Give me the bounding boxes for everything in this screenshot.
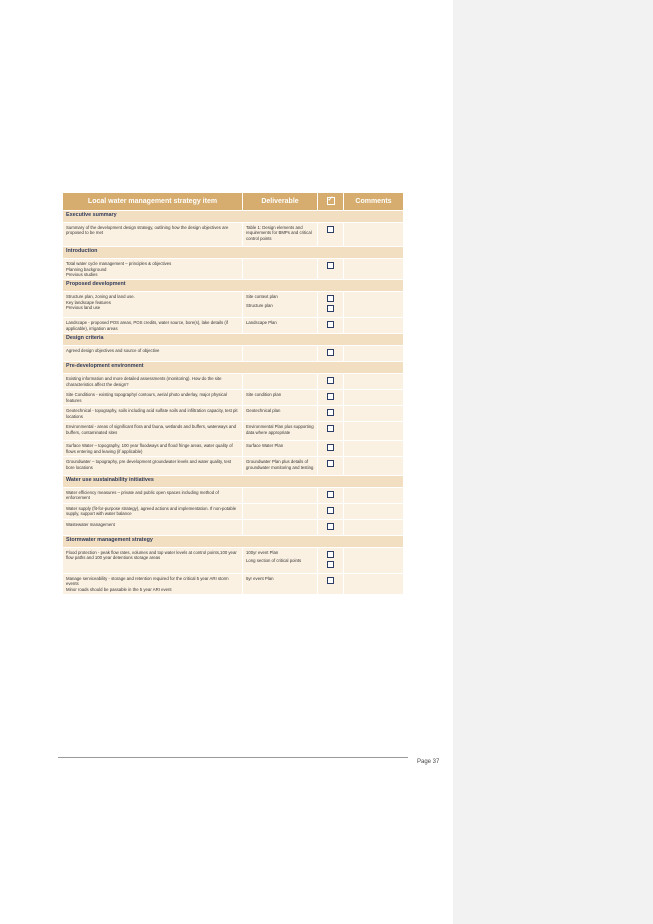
deliverable-cell [243, 374, 318, 390]
table-row [63, 457, 404, 476]
item-cell: Flood protection - peak flow rates, volumes and top water levels at control points,100 year flow paths and 100 year detentions storage areas [63, 548, 243, 574]
section-row [63, 362, 404, 374]
table-row [63, 520, 404, 536]
checkbox[interactable] [327, 460, 334, 467]
comments-cell [344, 574, 404, 595]
comments-cell [344, 318, 404, 334]
section-row [63, 334, 404, 346]
item-cell: Site Conditions - existing topography/ contours, aerial photo underlay, major physical features [63, 390, 243, 406]
section-title: Water use sustainability initiatives [63, 476, 404, 488]
checkbox[interactable] [327, 425, 334, 432]
deliverable-cell [243, 488, 318, 504]
comments-cell [344, 488, 404, 504]
table-row [63, 548, 404, 574]
checkbox-cell [318, 504, 344, 520]
lwms-checklist-table-wrapper [62, 192, 403, 595]
checkbox[interactable] [327, 305, 334, 312]
checkbox[interactable] [327, 262, 334, 269]
table-row [63, 259, 404, 280]
section-title: Pre-development environment [63, 362, 404, 374]
section-row [63, 536, 404, 548]
item-cell: Existing information and more detailed assessments (monitoring). How do the site characteristics affect the design? [63, 374, 243, 390]
item-cell: Surface Water – topography, 100 year floodways and flood fringe areas, water quality of flows entering and leaving (if applicable) [63, 441, 243, 457]
footer-rule [58, 757, 408, 758]
checkbox-cell [318, 520, 344, 536]
deliverable-text: 100yr event Plan [246, 550, 279, 556]
checkbox-cell [318, 259, 344, 280]
checkbox[interactable] [327, 444, 334, 451]
deliverable-cell [243, 422, 318, 441]
page-number: Page 37 [417, 759, 440, 765]
deliverable-cell [243, 259, 318, 280]
item-cell: Agreed design objectives and source of objective [63, 346, 243, 362]
deliverable-text: Site context plan [246, 294, 278, 300]
deliverable-cell [243, 441, 318, 457]
checkbox[interactable] [327, 377, 334, 384]
table-row [63, 292, 404, 318]
deliverable-cell [243, 548, 318, 574]
deliverable-cell [243, 223, 318, 247]
comments-cell [344, 457, 404, 476]
deliverable-cell [243, 318, 318, 334]
table-row [63, 422, 404, 441]
deliverable-text: Environmental Plan plus supporting data where appropriate [246, 424, 314, 435]
section-title: Introduction [63, 247, 404, 259]
comments-cell [344, 406, 404, 422]
header-item: Local water management strategy item [63, 193, 243, 211]
checkbox-cell [318, 548, 344, 574]
checkbox[interactable] [327, 561, 334, 568]
checkbox[interactable] [327, 577, 334, 584]
checkbox[interactable] [327, 349, 334, 356]
comments-cell [344, 223, 404, 247]
table-row [63, 374, 404, 390]
checkbox[interactable] [327, 523, 334, 530]
checkbox-cell [318, 488, 344, 504]
section-row [63, 211, 404, 223]
section-row [63, 247, 404, 259]
item-cell: Wastewater management [63, 520, 243, 536]
comments-cell [344, 390, 404, 406]
checkbox-cell [318, 390, 344, 406]
checkbox[interactable] [327, 409, 334, 416]
checkbox[interactable] [327, 295, 334, 302]
checkbox-cell [318, 374, 344, 390]
section-title: Stormwater management strategy [63, 536, 404, 548]
comments-cell [344, 374, 404, 390]
section-row [63, 280, 404, 292]
deliverable-text: Long section of critical points [246, 558, 302, 564]
item-cell: Water efficiency measures – private and public open spaces including method of enforcement [63, 488, 243, 504]
deliverable-cell [243, 504, 318, 520]
deliverable-text: Structure plan [246, 302, 273, 308]
lwms-checklist-table [62, 192, 404, 595]
deliverable-text: Landscape Plan [246, 320, 277, 326]
checkbox-cell [318, 441, 344, 457]
deliverable-cell [243, 520, 318, 536]
comments-pane [453, 0, 653, 924]
deliverable-text: Table 1: Design elements and requirements for BMPs and critical control points [246, 225, 312, 241]
checkbox[interactable] [327, 507, 334, 514]
deliverable-text: Groundwater Plan plus details of groundwater monitoring and testing [246, 459, 314, 470]
checkbox-cell [318, 406, 344, 422]
comments-cell [344, 422, 404, 441]
deliverable-cell [243, 406, 318, 422]
checkbox-cell [318, 346, 344, 362]
deliverable-text: Site condition plan [246, 392, 282, 398]
table-header-row [63, 193, 404, 211]
comments-cell [344, 259, 404, 280]
table-row [63, 406, 404, 422]
table-row [63, 223, 404, 247]
table-row [63, 488, 404, 504]
item-cell: Summary of the development design strategy, outlining how the design objectives are proposed to be met [63, 223, 243, 247]
checkbox-cell [318, 318, 344, 334]
header-check [318, 193, 344, 211]
deliverable-text: Geotechnical plan [246, 408, 281, 414]
item-cell: Environmental - areas of significant flora and fauna, wetlands and buffers, waterways and buffers, contaminated sites [63, 422, 243, 441]
header-comments: Comments [344, 193, 404, 211]
checkbox[interactable] [327, 393, 334, 400]
checkbox-cell [318, 574, 344, 595]
item-cell: Manage serviceability - storage and retention required for the critical 5 year ARI storm events Minor roads should be passable in the 5 year ARI event [63, 574, 243, 595]
deliverable-cell [243, 457, 318, 476]
table-row [63, 346, 404, 362]
checkbox-cell [318, 223, 344, 247]
deliverable-text: 5yr event Plan [246, 576, 274, 582]
deliverable-text: Surface Water Plan [246, 443, 284, 449]
table-row [63, 318, 404, 334]
table-row [63, 504, 404, 520]
section-title: Executive summary [63, 211, 404, 223]
deliverable-cell [243, 574, 318, 595]
table-body [63, 211, 404, 595]
checked-box-icon [327, 197, 335, 205]
section-title: Proposed development [63, 280, 404, 292]
comments-cell [344, 346, 404, 362]
table-row [63, 441, 404, 457]
deliverable-cell [243, 346, 318, 362]
checkbox[interactable] [327, 491, 334, 498]
item-cell: Total water cycle management – principles & objectives Planning background Previous studies [63, 259, 243, 280]
section-title: Design criteria [63, 334, 404, 346]
item-cell: Landscape - proposed POS areas, POS credits, water source, bore(s), lake details (if applicable), irrigation areas [63, 318, 243, 334]
item-cell: Structure plan, zoning and land use. Key landscape features Previous land use [63, 292, 243, 318]
checkbox-cell [318, 422, 344, 441]
comments-cell [344, 504, 404, 520]
item-cell: Water supply (fit-for-purpose strategy), agreed actions and implementation. If non-potable supply, support with water balance [63, 504, 243, 520]
comments-cell [344, 441, 404, 457]
item-cell: Geotechnical - topography, soils including acid sulfate soils and infiltration capacity, test pit locations [63, 406, 243, 422]
section-row [63, 476, 404, 488]
deliverable-cell [243, 292, 318, 318]
checkbox-cell [318, 457, 344, 476]
comments-cell [344, 292, 404, 318]
comments-cell [344, 520, 404, 536]
checkbox[interactable] [327, 226, 334, 233]
checkbox[interactable] [327, 551, 334, 558]
item-cell: Groundwater – topography, pre development groundwater levels and water quality, test bore locations [63, 457, 243, 476]
checkbox-cell [318, 292, 344, 318]
comments-cell [344, 548, 404, 574]
table-row [63, 390, 404, 406]
table-row [63, 574, 404, 595]
checkbox[interactable] [327, 321, 334, 328]
deliverable-cell [243, 390, 318, 406]
header-deliverable: Deliverable [243, 193, 318, 211]
